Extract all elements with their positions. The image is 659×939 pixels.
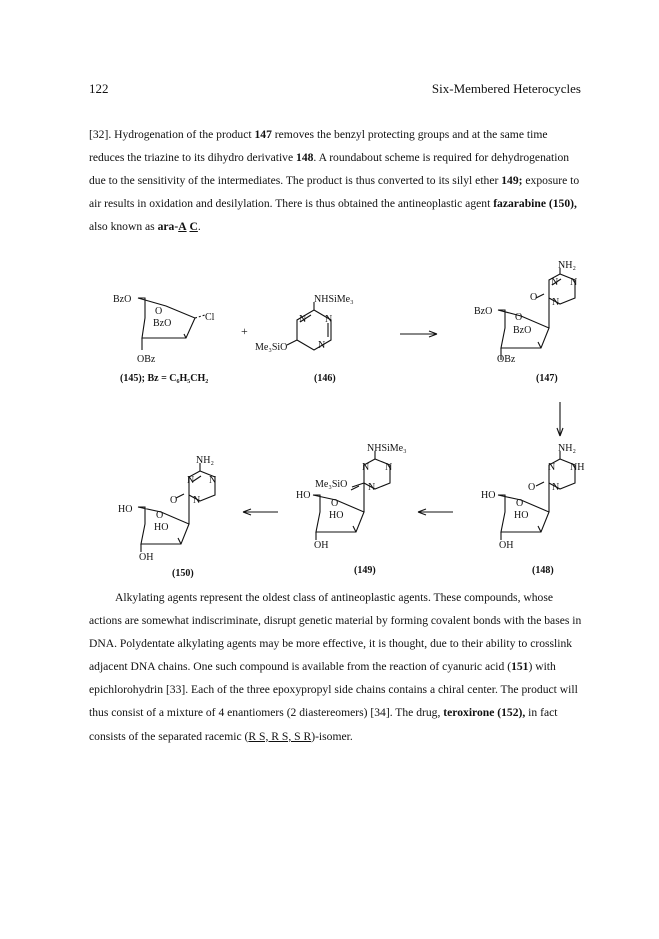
structure-148 bbox=[498, 451, 575, 540]
svg-text:NH₂: NH₂ bbox=[196, 455, 214, 466]
svg-text:NH₂: NH₂ bbox=[558, 260, 576, 271]
svg-text:N: N bbox=[318, 340, 326, 351]
svg-text:O: O bbox=[170, 495, 178, 506]
label-150: (150) bbox=[172, 568, 194, 579]
drug-fazarabine: fazarabine (150), bbox=[493, 197, 577, 211]
svg-text:N: N bbox=[552, 297, 560, 308]
svg-text:O: O bbox=[528, 482, 536, 493]
svg-text:N: N bbox=[299, 314, 307, 325]
plus-sign: + bbox=[241, 324, 248, 338]
label-148: (148) bbox=[532, 565, 554, 576]
atom-o: O bbox=[155, 306, 163, 317]
atom-obz: OBz bbox=[137, 354, 156, 365]
svg-text:O: O bbox=[515, 312, 523, 323]
structure-149 bbox=[313, 451, 393, 540]
svg-text:N: N bbox=[362, 462, 370, 473]
svg-text:N: N bbox=[193, 495, 201, 506]
svg-text:HO: HO bbox=[118, 504, 133, 515]
svg-text:N: N bbox=[368, 482, 376, 493]
svg-text:HO: HO bbox=[154, 522, 169, 533]
svg-text:O: O bbox=[516, 498, 524, 509]
svg-text:O: O bbox=[530, 292, 538, 303]
svg-text:BzO: BzO bbox=[513, 325, 532, 336]
svg-text:BzO: BzO bbox=[474, 306, 493, 317]
svg-text:N: N bbox=[385, 462, 393, 473]
svg-text:OH: OH bbox=[314, 540, 329, 551]
svg-text:O: O bbox=[331, 498, 339, 509]
svg-text:O: O bbox=[156, 510, 164, 521]
running-title: Six-Membered Heterocycles bbox=[431, 81, 581, 96]
structure-145 bbox=[138, 298, 205, 350]
atom-bzo: BzO bbox=[113, 294, 132, 305]
page-number: 122 bbox=[89, 81, 109, 96]
atom-cl: Cl bbox=[205, 312, 215, 323]
svg-text:OH: OH bbox=[499, 540, 514, 551]
svg-text:OBz: OBz bbox=[497, 354, 516, 365]
svg-text:HO: HO bbox=[481, 490, 496, 501]
svg-text:N: N bbox=[551, 277, 559, 288]
svg-text:N: N bbox=[552, 482, 560, 493]
paragraph-bottom: Alkylating agents represent the oldest class of antineoplastic agents. These compounds, whose actions are somewhat indiscriminate, disrupt genetic material by forming covalent bonds with the bases in DNA. Polydentate alkylating agents may be more effective, it is thought, due to their ability to crosslink adjacent DNA chains. One such compound is available from the reaction of cyanuric acid (151) with epichlorohydrin [33]. Each of the three epoxypropyl side chains contains a chiral center. The product will thus consist of a mixture of 4 enantiomers (2 diastereomers) [34]. The drug, teroxirone (152), in fact consists of the separated racemic (R S, R S, S R)-isomer. bbox=[89, 591, 582, 743]
svg-text:N: N bbox=[325, 314, 333, 325]
structure-150 bbox=[138, 463, 215, 552]
label-149: (149) bbox=[354, 565, 376, 576]
label-146: (146) bbox=[314, 373, 336, 384]
reaction-scheme bbox=[0, 250, 659, 585]
svg-text:HO: HO bbox=[329, 510, 344, 521]
svg-text:N: N bbox=[209, 475, 217, 486]
structure-147 bbox=[498, 268, 578, 360]
svg-text:NHSiMe₃: NHSiMe₃ bbox=[367, 443, 407, 454]
atom-me3sio: Me₃SiO bbox=[255, 342, 288, 353]
atom-bzo-ring: BzO bbox=[153, 318, 172, 329]
svg-text:N: N bbox=[570, 277, 578, 288]
svg-text:HO: HO bbox=[296, 490, 311, 501]
drug-teroxirone: teroxirone (152), bbox=[443, 706, 526, 720]
atom-nhsime3: NHSiMe₃ bbox=[314, 294, 354, 305]
svg-text:NH₂: NH₂ bbox=[558, 443, 576, 454]
label-145: (145); Bz = C₆H₅CH₂ bbox=[120, 373, 209, 384]
svg-text:OH: OH bbox=[139, 552, 154, 563]
atom-me3sio: Me₃SiO bbox=[315, 479, 348, 490]
paragraph-top: [32]. Hydrogenation of the product 147 removes the benzyl protecting groups and at the same time reduces the triazine to its dihydro derivative 148. A roundabout scheme is required for dehydrogenation due to the sensitivity of the intermediates. The product is thus converted to its silyl ether 149; exposure to air results in oxidation and desilylation. There is thus obtained the antineoplastic agent fazarabine (150), also known as ara-A C. bbox=[89, 128, 580, 234]
svg-text:N: N bbox=[548, 462, 556, 473]
label-147: (147) bbox=[536, 373, 558, 384]
svg-text:N: N bbox=[187, 475, 195, 486]
svg-text:NH: NH bbox=[570, 462, 585, 473]
svg-text:HO: HO bbox=[514, 510, 529, 521]
